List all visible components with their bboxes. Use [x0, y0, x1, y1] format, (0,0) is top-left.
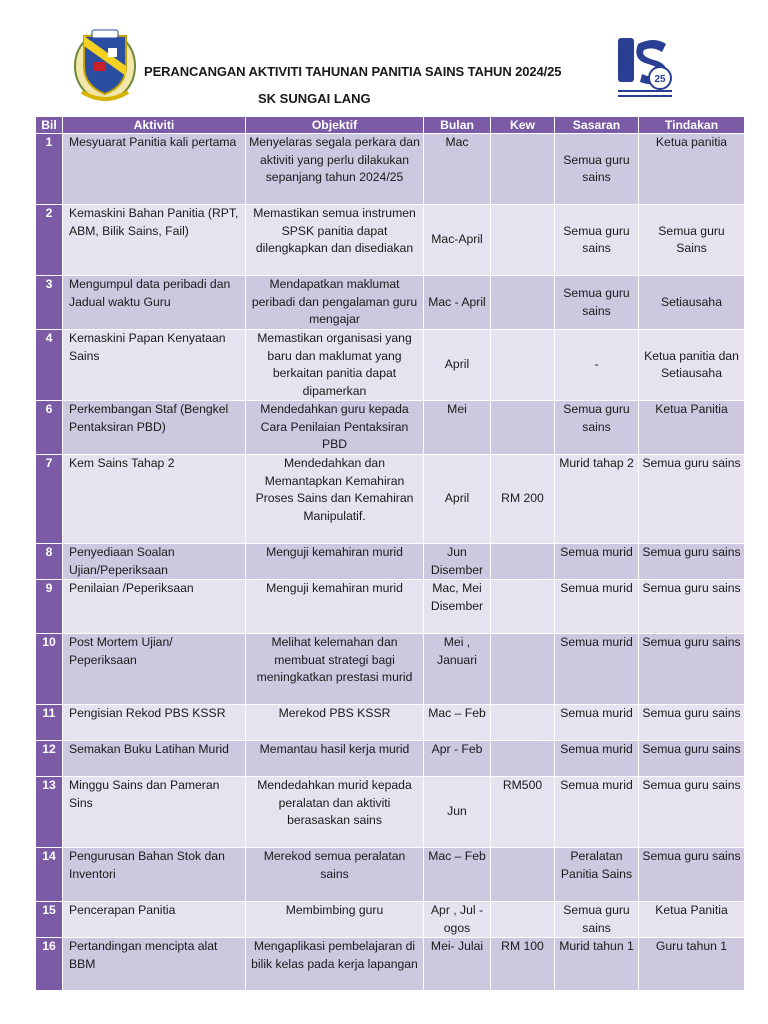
- cell-sasaran: -: [555, 330, 639, 401]
- cell-kew: [491, 330, 555, 401]
- cell-aktiviti: Minggu Sains dan Pameran Sins: [63, 777, 246, 848]
- cell-bil: 1: [36, 134, 63, 205]
- cell-kew: RM 200: [491, 455, 555, 544]
- cell-objektif: Mengaplikasi pembelajaran di bilik kelas pada kerja lapangan: [246, 938, 424, 991]
- column-header-bulan: Bulan: [424, 117, 491, 134]
- cell-bil: 2: [36, 205, 63, 276]
- document-title: PERANCANGAN AKTIVITI TAHUNAN PANITIA SAINS TAHUN 2024/25: [144, 64, 562, 79]
- cell-bulan: Mei , Januari: [424, 634, 491, 705]
- table-row: [36, 205, 745, 276]
- table-body: [36, 134, 745, 991]
- cell-aktiviti: Kemaskini Papan Kenyataan Sains: [63, 330, 246, 401]
- cell-sasaran: Peralatan Panitia Sains: [555, 848, 639, 902]
- cell-objektif: Memantau hasil kerja murid: [246, 741, 424, 777]
- cell-bulan: Mac, Mei Disember: [424, 580, 491, 634]
- cell-tindakan: Semua guru Sains: [639, 205, 745, 276]
- cell-sasaran: Semua guru sains: [555, 205, 639, 276]
- cell-kew: [491, 705, 555, 741]
- 25-anniversary-logo: [614, 34, 676, 102]
- cell-aktiviti: Penyediaan Soalan Ujian/Peperiksaan: [63, 544, 246, 580]
- table-row: [36, 705, 745, 741]
- cell-objektif: Menyelaras segala perkara dan aktiviti yang perlu dilakukan sepanjang tahun 2024/25: [246, 134, 424, 205]
- cell-objektif: Memastikan organisasi yang baru dan maklumat yang berkaitan panitia dapat dipamerkan: [246, 330, 424, 401]
- column-header-aktiviti: Aktiviti: [63, 117, 246, 134]
- cell-sasaran: Semua murid: [555, 705, 639, 741]
- cell-sasaran: Semua murid: [555, 634, 639, 705]
- cell-bulan: Jun Disember: [424, 544, 491, 580]
- cell-bulan: Apr - Feb: [424, 741, 491, 777]
- cell-kew: [491, 741, 555, 777]
- cell-tindakan: Semua guru sains: [639, 455, 745, 544]
- cell-aktiviti: Penilaian /Peperiksaan: [63, 580, 246, 634]
- cell-bulan: Mac - April: [424, 276, 491, 330]
- cell-kew: [491, 580, 555, 634]
- cell-objektif: Membimbing guru: [246, 902, 424, 938]
- cell-sasaran: Semua guru sains: [555, 134, 639, 205]
- table-row: [36, 741, 745, 777]
- cell-bil: 8: [36, 544, 63, 580]
- cell-bil: 13: [36, 777, 63, 848]
- cell-bulan: April: [424, 330, 491, 401]
- cell-bulan: Mac – Feb: [424, 705, 491, 741]
- column-header-sasaran: Sasaran: [555, 117, 639, 134]
- cell-bil: 7: [36, 455, 63, 544]
- cell-kew: [491, 205, 555, 276]
- cell-bulan: Jun: [424, 777, 491, 848]
- cell-tindakan: Semua guru sains: [639, 580, 745, 634]
- cell-aktiviti: Pencerapan Panitia: [63, 902, 246, 938]
- cell-bulan: Mei- Julai: [424, 938, 491, 991]
- cell-objektif: Mendedahkan guru kepada Cara Penilaian Pentaksiran PBD: [246, 401, 424, 455]
- cell-bil: 16: [36, 938, 63, 991]
- cell-bil: 11: [36, 705, 63, 741]
- table-row: [36, 777, 745, 848]
- cell-sasaran: Murid tahap 2: [555, 455, 639, 544]
- table-row: [36, 455, 745, 544]
- cell-tindakan: Ketua panitia: [639, 134, 745, 205]
- cell-tindakan: Semua guru sains: [639, 634, 745, 705]
- cell-aktiviti: Semakan Buku Latihan Murid: [63, 741, 246, 777]
- table-row: [36, 134, 745, 205]
- cell-sasaran: Semua murid: [555, 544, 639, 580]
- cell-objektif: Menguji kemahiran murid: [246, 544, 424, 580]
- cell-tindakan: Semua guru sains: [639, 544, 745, 580]
- cell-kew: RM500: [491, 777, 555, 848]
- cell-objektif: Memastikan semua instrumen SPSK panitia dapat dilengkapkan dan disediakan: [246, 205, 424, 276]
- cell-aktiviti: Pertandingan mencipta alat BBM: [63, 938, 246, 991]
- table-row: [36, 902, 745, 938]
- cell-objektif: Mendapatkan maklumat peribadi dan pengalaman guru mengajar: [246, 276, 424, 330]
- cell-bil: 10: [36, 634, 63, 705]
- cell-kew: RM 100: [491, 938, 555, 991]
- table-row: [36, 634, 745, 705]
- cell-bulan: Apr , Jul - ogos: [424, 902, 491, 938]
- cell-kew: [491, 134, 555, 205]
- cell-tindakan: Guru tahun 1: [639, 938, 745, 991]
- column-header-bil: Bil: [36, 117, 63, 134]
- cell-objektif: Merekod semua peralatan sains: [246, 848, 424, 902]
- column-header-objektif: Objektif: [246, 117, 424, 134]
- cell-bil: 9: [36, 580, 63, 634]
- cell-bulan: Mei: [424, 401, 491, 455]
- table-row: [36, 848, 745, 902]
- table-row: [36, 938, 745, 991]
- cell-bulan: Mac – Feb: [424, 848, 491, 902]
- cell-aktiviti: Kemaskini Bahan Panitia (RPT, ABM, Bilik Sains, Fail): [63, 205, 246, 276]
- cell-bil: 3: [36, 276, 63, 330]
- cell-aktiviti: Kem Sains Tahap 2: [63, 455, 246, 544]
- cell-objektif: Mendedahkan dan Memantapkan Kemahiran Proses Sains dan Kemahiran Manipulatif.: [246, 455, 424, 544]
- school-crest-logo: [72, 26, 138, 104]
- cell-tindakan: Semua guru sains: [639, 777, 745, 848]
- document-header: [0, 0, 768, 115]
- cell-objektif: Mendedahkan murid kepada peralatan dan aktiviti berasaskan sains: [246, 777, 424, 848]
- cell-sasaran: Semua murid: [555, 741, 639, 777]
- cell-bil: 14: [36, 848, 63, 902]
- cell-bil: 6: [36, 401, 63, 455]
- school-name: SK SUNGAI LANG: [258, 91, 371, 106]
- cell-bil: 4: [36, 330, 63, 401]
- cell-kew: [491, 902, 555, 938]
- cell-aktiviti: Mengumpul data peribadi dan Jadual waktu Guru: [63, 276, 246, 330]
- table-row: [36, 330, 745, 401]
- cell-aktiviti: Pengisian Rekod PBS KSSR: [63, 705, 246, 741]
- cell-tindakan: Semua guru sains: [639, 705, 745, 741]
- cell-kew: [491, 276, 555, 330]
- cell-kew: [491, 544, 555, 580]
- cell-bulan: Mac: [424, 134, 491, 205]
- cell-tindakan: Ketua panitia dan Setiausaha: [639, 330, 745, 401]
- table-row: [36, 580, 745, 634]
- column-header-kew: Kew: [491, 117, 555, 134]
- cell-sasaran: Semua guru sains: [555, 401, 639, 455]
- cell-sasaran: Semua murid: [555, 580, 639, 634]
- cell-objektif: Melihat kelemahan dan membuat strategi bagi meningkatkan prestasi murid: [246, 634, 424, 705]
- cell-tindakan: Setiausaha: [639, 276, 745, 330]
- cell-aktiviti: Mesyuarat Panitia kali pertama: [63, 134, 246, 205]
- cell-tindakan: Ketua Panitia: [639, 401, 745, 455]
- cell-bulan: Mac-April: [424, 205, 491, 276]
- cell-aktiviti: Post Mortem Ujian/ Peperiksaan: [63, 634, 246, 705]
- table-row: [36, 276, 745, 330]
- cell-sasaran: Semua murid: [555, 777, 639, 848]
- cell-bil: 15: [36, 902, 63, 938]
- column-header-tindakan: Tindakan: [639, 117, 745, 134]
- cell-aktiviti: Perkembangan Staf (Bengkel Pentaksiran PBD): [63, 401, 246, 455]
- cell-kew: [491, 848, 555, 902]
- cell-aktiviti: Pengurusan Bahan Stok dan Inventori: [63, 848, 246, 902]
- cell-tindakan: Ketua Panitia: [639, 902, 745, 938]
- cell-tindakan: Semua guru sains: [639, 848, 745, 902]
- cell-kew: [491, 634, 555, 705]
- cell-objektif: Menguji kemahiran murid: [246, 580, 424, 634]
- activity-plan-table: [35, 116, 745, 991]
- cell-tindakan: Semua guru sains: [639, 741, 745, 777]
- table-header-row: [36, 117, 745, 134]
- table-row: [36, 544, 745, 580]
- cell-bulan: April: [424, 455, 491, 544]
- cell-objektif: Merekod PBS KSSR: [246, 705, 424, 741]
- logo-number: 25: [654, 74, 666, 85]
- cell-bil: 12: [36, 741, 63, 777]
- table-row: [36, 401, 745, 455]
- cell-sasaran: Murid tahun 1: [555, 938, 639, 991]
- cell-sasaran: Semua guru sains: [555, 276, 639, 330]
- cell-kew: [491, 401, 555, 455]
- cell-sasaran: Semua guru sains: [555, 902, 639, 938]
